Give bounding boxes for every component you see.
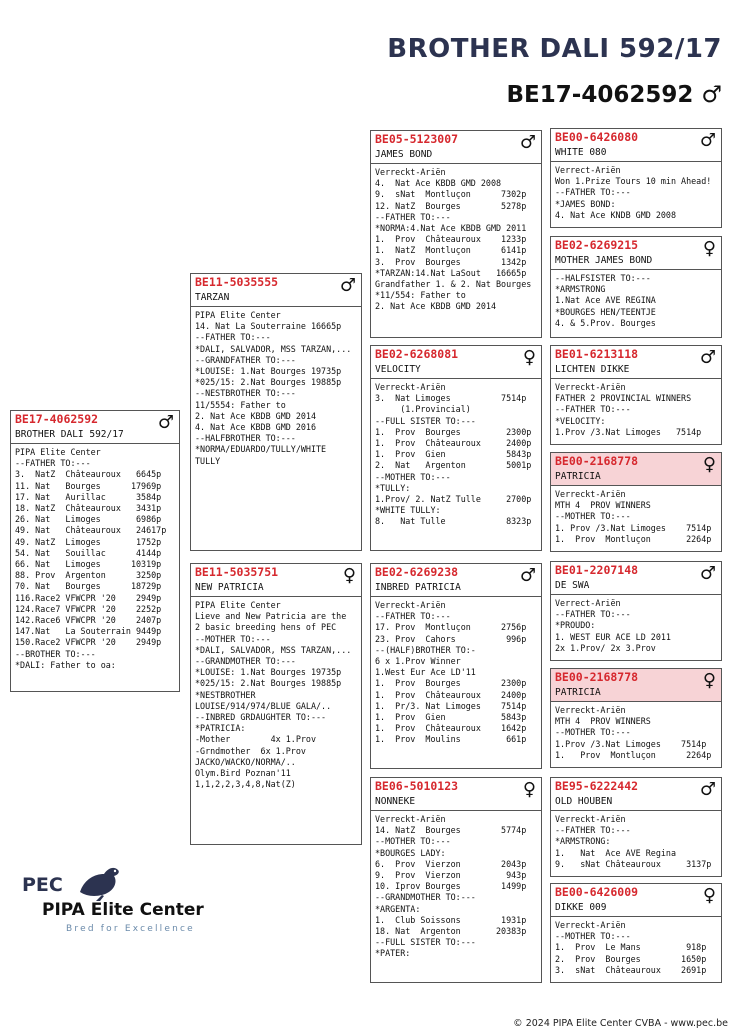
performance-line: Verreckt-Ariën (555, 705, 626, 715)
performance-line: *LOUISE: 1.Nat Bourges 19735p (195, 667, 342, 678)
performance-line: --FATHER TO:--- (555, 609, 631, 620)
male-icon: ♂ (701, 82, 722, 108)
performance-line: *TULLY: (375, 482, 411, 493)
ring-number-heading (460, 82, 722, 108)
female-icon: ♀ (702, 454, 716, 475)
bird-name: NEW PATRICIA (195, 582, 264, 593)
performance-line: 1. Prov Montluçon 2264p (555, 749, 712, 760)
performance-line: FATHER 2 PROVINCIAL WINNERS (555, 393, 692, 404)
card-header (551, 562, 721, 595)
ring-number: BE00-2168778 (555, 670, 639, 684)
performance-line: 11/5554: Father to (195, 399, 286, 410)
performance-line: Verreckt-Ariën (555, 814, 626, 824)
card-dam-dam-dam (550, 883, 722, 983)
performance-line: MTH 4 PROV WINNERS (555, 500, 651, 511)
card-sire-dam-sire (550, 345, 722, 445)
performance-line: Verreckt-Ariën (375, 167, 446, 177)
card-sire-dam-dam (550, 452, 722, 552)
pigeon-icon (74, 862, 124, 902)
performance-line: 17. Prov Montluçon 2756p (375, 622, 527, 633)
performance-line: Verreckt-Ariën (555, 489, 626, 499)
performance-line: MTH 4 PROV WINNERS (555, 716, 651, 727)
card-header (551, 129, 721, 162)
performance-line: (1.Provincial) (375, 404, 471, 415)
performance-line: --MOTHER TO:--- (555, 511, 631, 522)
copyright-footer: © 2024 PIPA Elite Center CVBA - www.pec.be (513, 1018, 728, 1029)
performance-line: --FATHER TO:--- (555, 825, 631, 836)
performance-line: 70. Nat Bourges 18729p (15, 581, 162, 592)
card-body (191, 597, 361, 793)
performance-line: Won 1.Prize Tours 10 min Ahead! (555, 176, 712, 187)
performance-line: PIPA Elite Center (15, 447, 101, 457)
card-subject (10, 410, 180, 692)
performance-line: 2x 1.Prov/ 2x 3.Prov (555, 642, 656, 653)
performance-line: 66. Nat Limoges 10319p (15, 559, 162, 570)
performance-line: 18. NatZ Châteauroux 3431p (15, 503, 162, 514)
card-header (551, 237, 721, 270)
logo-org-name: PIPA Elite Center (42, 900, 204, 920)
performance-line: 14. Nat La Souterraine 16665p (195, 321, 342, 332)
performance-line: TULLY (195, 455, 221, 466)
performance-line: 142.Race6 VFWCPR '20 2407p (15, 615, 162, 626)
performance-line: JACKO/WACKO/NORMA/.. (195, 756, 296, 767)
performance-line: 1. Prov Bourges 2300p (375, 426, 532, 437)
ring-number: BE02-6269238 (375, 565, 459, 579)
card-body (551, 162, 721, 224)
ring-number: BE01-6213118 (555, 347, 639, 361)
performance-line: 3. Prov Bourges 1342p (375, 256, 527, 267)
performance-line: 1. Pr/3. Nat Limoges 7514p (375, 700, 527, 711)
card-body (551, 702, 721, 764)
performance-line: Grandfather 1. & 2. Nat Bourges (375, 279, 532, 290)
bird-name: LICHTEN DIKKE (555, 364, 630, 375)
performance-line: --GRANDMOTHER TO:--- (195, 656, 296, 667)
female-icon: ♀ (342, 565, 356, 586)
performance-line: 150.Race2 VFWCPR '20 2949p (15, 637, 162, 648)
card-body (551, 917, 721, 979)
performance-line: 3. sNat Châteauroux 2691p (555, 964, 707, 975)
performance-line: --BROTHER TO:--- (15, 648, 96, 659)
ring-number: BE02-6268081 (375, 347, 459, 361)
performance-line: 8. Nat Tulle 8323p (375, 516, 532, 527)
bird-name: OLD HOUBEN (555, 796, 613, 807)
card-header (551, 669, 721, 702)
card-body (11, 444, 179, 674)
performance-line: 1.Prov /3.Nat Limoges 7514p (555, 426, 702, 437)
card-body (551, 486, 721, 548)
bird-name: PATRICIA (555, 687, 601, 698)
card-sire-sire-sire (550, 128, 722, 228)
card-body (551, 379, 721, 441)
male-icon: ♂ (699, 563, 716, 584)
performance-line: *WHITE TULLY: (375, 505, 441, 516)
performance-line: -Grndmother 6x 1.Prov (195, 745, 306, 756)
ring-number: BE00-6426080 (555, 130, 639, 144)
ring-number: BE01-2207148 (555, 563, 639, 577)
performance-line: --FATHER TO:--- (555, 404, 631, 415)
card-header (11, 411, 179, 444)
performance-line: Verreckt-Ariën (555, 382, 626, 392)
performance-line: *JAMES BOND: (555, 198, 616, 209)
card-body (371, 379, 541, 531)
performance-line: 1. Prov Moulins 661p (375, 734, 527, 745)
performance-line: 14. NatZ Bourges 5774p (375, 825, 527, 836)
performance-line: 1. Nat Ace AVE Regina (555, 847, 677, 858)
ring-number: BE05-5123007 (375, 132, 459, 146)
bird-name: BROTHER DALI 592/17 (15, 429, 124, 440)
performance-line: 1. Prov /3.Nat Limoges 7514p (555, 522, 712, 533)
card-body (371, 597, 541, 749)
performance-line: *BOURGES HEN/TEENTJE (555, 306, 656, 317)
performance-line: 1. Prov Bourges 2300p (375, 678, 527, 689)
performance-line: Olym.Bird Poznan'11 (195, 768, 291, 779)
performance-line: --MOTHER TO:--- (555, 931, 631, 942)
performance-line: 9. Prov Vierzon 943p (375, 870, 527, 881)
performance-line: 12. NatZ Bourges 5278p (375, 200, 527, 211)
performance-line: *BOURGES LADY: (375, 847, 446, 858)
card-body (191, 307, 361, 470)
performance-line: 2. Nat Ace KBDB GMD 2014 (195, 410, 317, 421)
performance-line: 6. Prov Vierzon 2043p (375, 858, 527, 869)
performance-line: 1. NatZ Montluçon 6141p (375, 245, 527, 256)
card-body (371, 811, 541, 963)
card-dam (190, 563, 362, 845)
page-title: BROTHER DALI 592/17 (387, 34, 722, 64)
performance-line: --HALFBROTHER TO:--- (195, 433, 296, 444)
performance-line: Verreckt-Ariën (555, 920, 626, 930)
performance-line: 49. Nat Châteauroux 24617p (15, 525, 167, 536)
male-icon: ♂ (699, 347, 716, 368)
performance-line: 1. Prov Gien 5843p (375, 449, 532, 460)
performance-line: 1. Prov Montluçon 2264p (555, 533, 712, 544)
performance-line: --MOTHER TO:--- (375, 471, 451, 482)
performance-line: 4. Nat Ace KBDB GMD 2016 (195, 422, 317, 433)
card-header (371, 564, 541, 597)
ring-number: BE00-6426009 (555, 885, 639, 899)
female-icon: ♀ (702, 885, 716, 906)
performance-line: 147.Nat La Souterrain 9449p (15, 626, 162, 637)
card-sire (190, 273, 362, 551)
card-dam-sire-dam (550, 668, 722, 768)
performance-line: 23. Prov Cahors 996p (375, 633, 527, 644)
performance-line: 1.Nat Ace AVE REGINA (555, 295, 656, 306)
performance-line: Verrect-Ariën (555, 165, 621, 175)
performance-line: *DALI: Father to oa: (15, 659, 116, 670)
card-dam-dam-sire (550, 777, 722, 877)
performance-line: --MOTHER TO:--- (375, 836, 451, 847)
bird-name: NONNEKE (375, 796, 416, 807)
performance-line: *025/15: 2.Nat Bourges 19885p (195, 377, 342, 388)
bird-name: PATRICIA (555, 471, 601, 482)
performance-line: *ARGENTA: (375, 903, 421, 914)
performance-line: 11. Nat Bourges 17969p (15, 480, 162, 491)
male-icon: ♂ (699, 779, 716, 800)
performance-line: --(HALF)BROTHER TO:- (375, 644, 476, 655)
ring-number: BE17-4062592 (506, 82, 694, 108)
card-header (551, 346, 721, 379)
card-dam-sire (370, 563, 542, 769)
bird-name: DE SWA (555, 580, 590, 591)
card-body (551, 595, 721, 657)
ring-number: BE95-6222442 (555, 779, 639, 793)
performance-line: 1. Prov Gien 5843p (375, 712, 527, 723)
card-header (371, 778, 541, 811)
card-dam-sire-sire (550, 561, 722, 661)
performance-line: 2 basic breeding hens of PEC (195, 622, 337, 633)
performance-line: 1. Prov Le Mans 918p (555, 942, 707, 953)
card-header (371, 131, 541, 164)
male-icon: ♂ (157, 412, 174, 433)
performance-line: 1. Prov Châteauroux 1233p (375, 234, 527, 245)
performance-line: Lieve and New Patricia are the (195, 611, 347, 622)
performance-line: *PATER: (375, 948, 411, 959)
performance-line: *PROUDO: (555, 620, 596, 631)
performance-line: 1. WEST EUR ACE LD 2011 (555, 631, 671, 642)
performance-line: *NESTBROTHER (195, 689, 256, 700)
card-body (551, 270, 721, 332)
card-header (551, 884, 721, 917)
ring-number: BE11-5035751 (195, 565, 279, 579)
performance-line: --FATHER TO:--- (195, 332, 271, 343)
performance-line: *ARMSTRONG: (555, 836, 611, 847)
performance-line: *025/15: 2.Nat Bourges 19885p (195, 678, 342, 689)
bird-name: WHITE 080 (555, 147, 607, 158)
performance-line: 1.Prov /3.Nat Limoges 7514p (555, 738, 707, 749)
performance-line: 2. Nat Argenton 5001p (375, 460, 532, 471)
ring-number: BE06-5010123 (375, 779, 459, 793)
male-icon: ♂ (699, 130, 716, 151)
performance-line: 17. Nat Aurillac 3584p (15, 491, 162, 502)
performance-line: 1. Prov Châteauroux 2400p (375, 438, 532, 449)
performance-line: *LOUISE: 1.Nat Bourges 19735p (195, 366, 342, 377)
performance-line: *PATRICIA: (195, 723, 246, 734)
performance-line: 3. NatZ Châteauroux 6645p (15, 469, 162, 480)
performance-line: 1. Prov Châteauroux 2400p (375, 689, 527, 700)
performance-line: --FATHER TO:--- (375, 211, 451, 222)
performance-line: --INBRED GRDAUGHTER TO:--- (195, 712, 327, 723)
female-icon: ♀ (702, 670, 716, 691)
performance-line: 88. Prov Argenton 3250p (15, 570, 162, 581)
performance-line: 26. Nat Limoges 6986p (15, 514, 162, 525)
card-sire-dam (370, 345, 542, 551)
card-header (551, 778, 721, 811)
performance-line: 1. Club Soissons 1931p (375, 914, 527, 925)
performance-line: Verreckt-Ariën (375, 382, 446, 392)
performance-line: 1. Prov Châteauroux 1642p (375, 723, 527, 734)
performance-line: 18. Nat Argenton 20383p (375, 926, 527, 937)
bird-name: MOTHER JAMES BOND (555, 255, 653, 266)
performance-line: *11/554: Father to (375, 290, 466, 301)
performance-line: *NORMA:4.Nat Ace KBDB GMD 2011 (375, 223, 527, 234)
performance-line: Verreckt-Ariën (375, 814, 446, 824)
performance-line: --NESTBROTHER TO:--- (195, 388, 296, 399)
bird-name: VELOCITY (375, 364, 421, 375)
performance-line: --FATHER TO:--- (555, 187, 631, 198)
performance-line: --GRANDMOTHER TO:--- (375, 892, 476, 903)
card-body (551, 811, 721, 873)
performance-line: 2. Prov Bourges 1650p (555, 953, 707, 964)
card-dam-dam (370, 777, 542, 983)
card-header (371, 346, 541, 379)
performance-line: LOUISE/914/974/BLUE GALA/.. (195, 700, 332, 711)
bird-name: DIKKE 009 (555, 902, 607, 913)
performance-line: 54. Nat Souillac 4144p (15, 547, 162, 558)
performance-line: 4. Nat Ace KNDB GMD 2008 (555, 209, 677, 220)
card-header (191, 564, 361, 597)
performance-line: 4. & 5.Prov. Bourges (555, 317, 656, 328)
ring-number: BE11-5035555 (195, 275, 279, 289)
performance-line: *DALI, SALVADOR, MSS TARZAN,... (195, 644, 352, 655)
performance-line: *ARMSTRONG (555, 284, 606, 295)
performance-line: 116.Race2 VFWCPR '20 2949p (15, 592, 162, 603)
card-header (191, 274, 361, 307)
card-body (371, 164, 541, 316)
card-sire-sire-dam (550, 236, 722, 338)
bird-name: INBRED PATRICIA (375, 582, 461, 593)
female-icon: ♀ (522, 347, 536, 368)
logo-pec-text: PEC (22, 874, 63, 896)
card-sire-sire (370, 130, 542, 338)
logo-tagline: Bred for Excellence (66, 924, 195, 934)
male-icon: ♂ (519, 565, 536, 586)
performance-line: 6 x 1.Prov Winner (375, 656, 461, 667)
bird-name: JAMES BOND (375, 149, 433, 160)
performance-line: 1.West Eur Ace LD'11 (375, 667, 476, 678)
ring-number: BE02-6269215 (555, 238, 639, 252)
performance-line: --FULL SISTER TO:--- (375, 937, 476, 948)
performance-line: --FATHER TO:--- (375, 611, 451, 622)
bird-name: TARZAN (195, 292, 230, 303)
performance-line: 1.Prov/ 2. NatZ Tulle 2700p (375, 494, 532, 505)
ring-number: BE00-2168778 (555, 454, 639, 468)
performance-line: 49. NatZ Limoges 1752p (15, 536, 162, 547)
performance-line: 124.Race7 VFWCPR '20 2252p (15, 603, 162, 614)
male-icon: ♂ (339, 275, 356, 296)
performance-line: *TARZAN:14.Nat LaSout 16665p (375, 267, 527, 278)
performance-line: PIPA Elite Center (195, 310, 281, 320)
performance-line: 4. Nat Ace KBDB GMD 2008 (375, 178, 502, 189)
card-header (551, 453, 721, 486)
performance-line: --GRANDFATHER TO:--- (195, 354, 296, 365)
performance-line: -Mother 4x 1.Prov (195, 734, 317, 745)
performance-line: --MOTHER TO:--- (195, 633, 271, 644)
performance-line: 9. sNat Châteauroux 3137p (555, 858, 712, 869)
performance-line: 2. Nat Ace KBDB GMD 2014 (375, 301, 497, 312)
female-icon: ♀ (522, 779, 536, 800)
performance-line: Verrect-Ariën (555, 598, 621, 608)
ring-number: BE17-4062592 (15, 412, 99, 426)
performance-line: 3. Nat Limoges 7514p (375, 393, 527, 404)
performance-line: --FULL SISTER TO:--- (375, 415, 476, 426)
performance-line: --FATHER TO:--- (15, 458, 91, 469)
female-icon: ♀ (702, 238, 716, 259)
performance-line: 1,1,2,2,3,4,8,Nat(Z) (195, 779, 296, 790)
performance-line: *NORMA/EDUARDO/TULLY/WHITE (195, 444, 327, 455)
performance-line: --HALFSISTER TO:--- (555, 273, 651, 283)
performance-line: *DALI, SALVADOR, MSS TARZAN,... (195, 343, 352, 354)
performance-line: 9. sNat Montluçon 7302p (375, 189, 527, 200)
performance-line: *VELOCITY: (555, 415, 606, 426)
performance-line: Verreckt-Ariën (375, 600, 446, 610)
pec-logo (22, 860, 212, 940)
performance-line: --MOTHER TO:--- (555, 727, 631, 738)
performance-line: 10. Iprov Bourges 1499p (375, 881, 527, 892)
performance-line: PIPA Elite Center (195, 600, 281, 610)
male-icon: ♂ (519, 132, 536, 153)
